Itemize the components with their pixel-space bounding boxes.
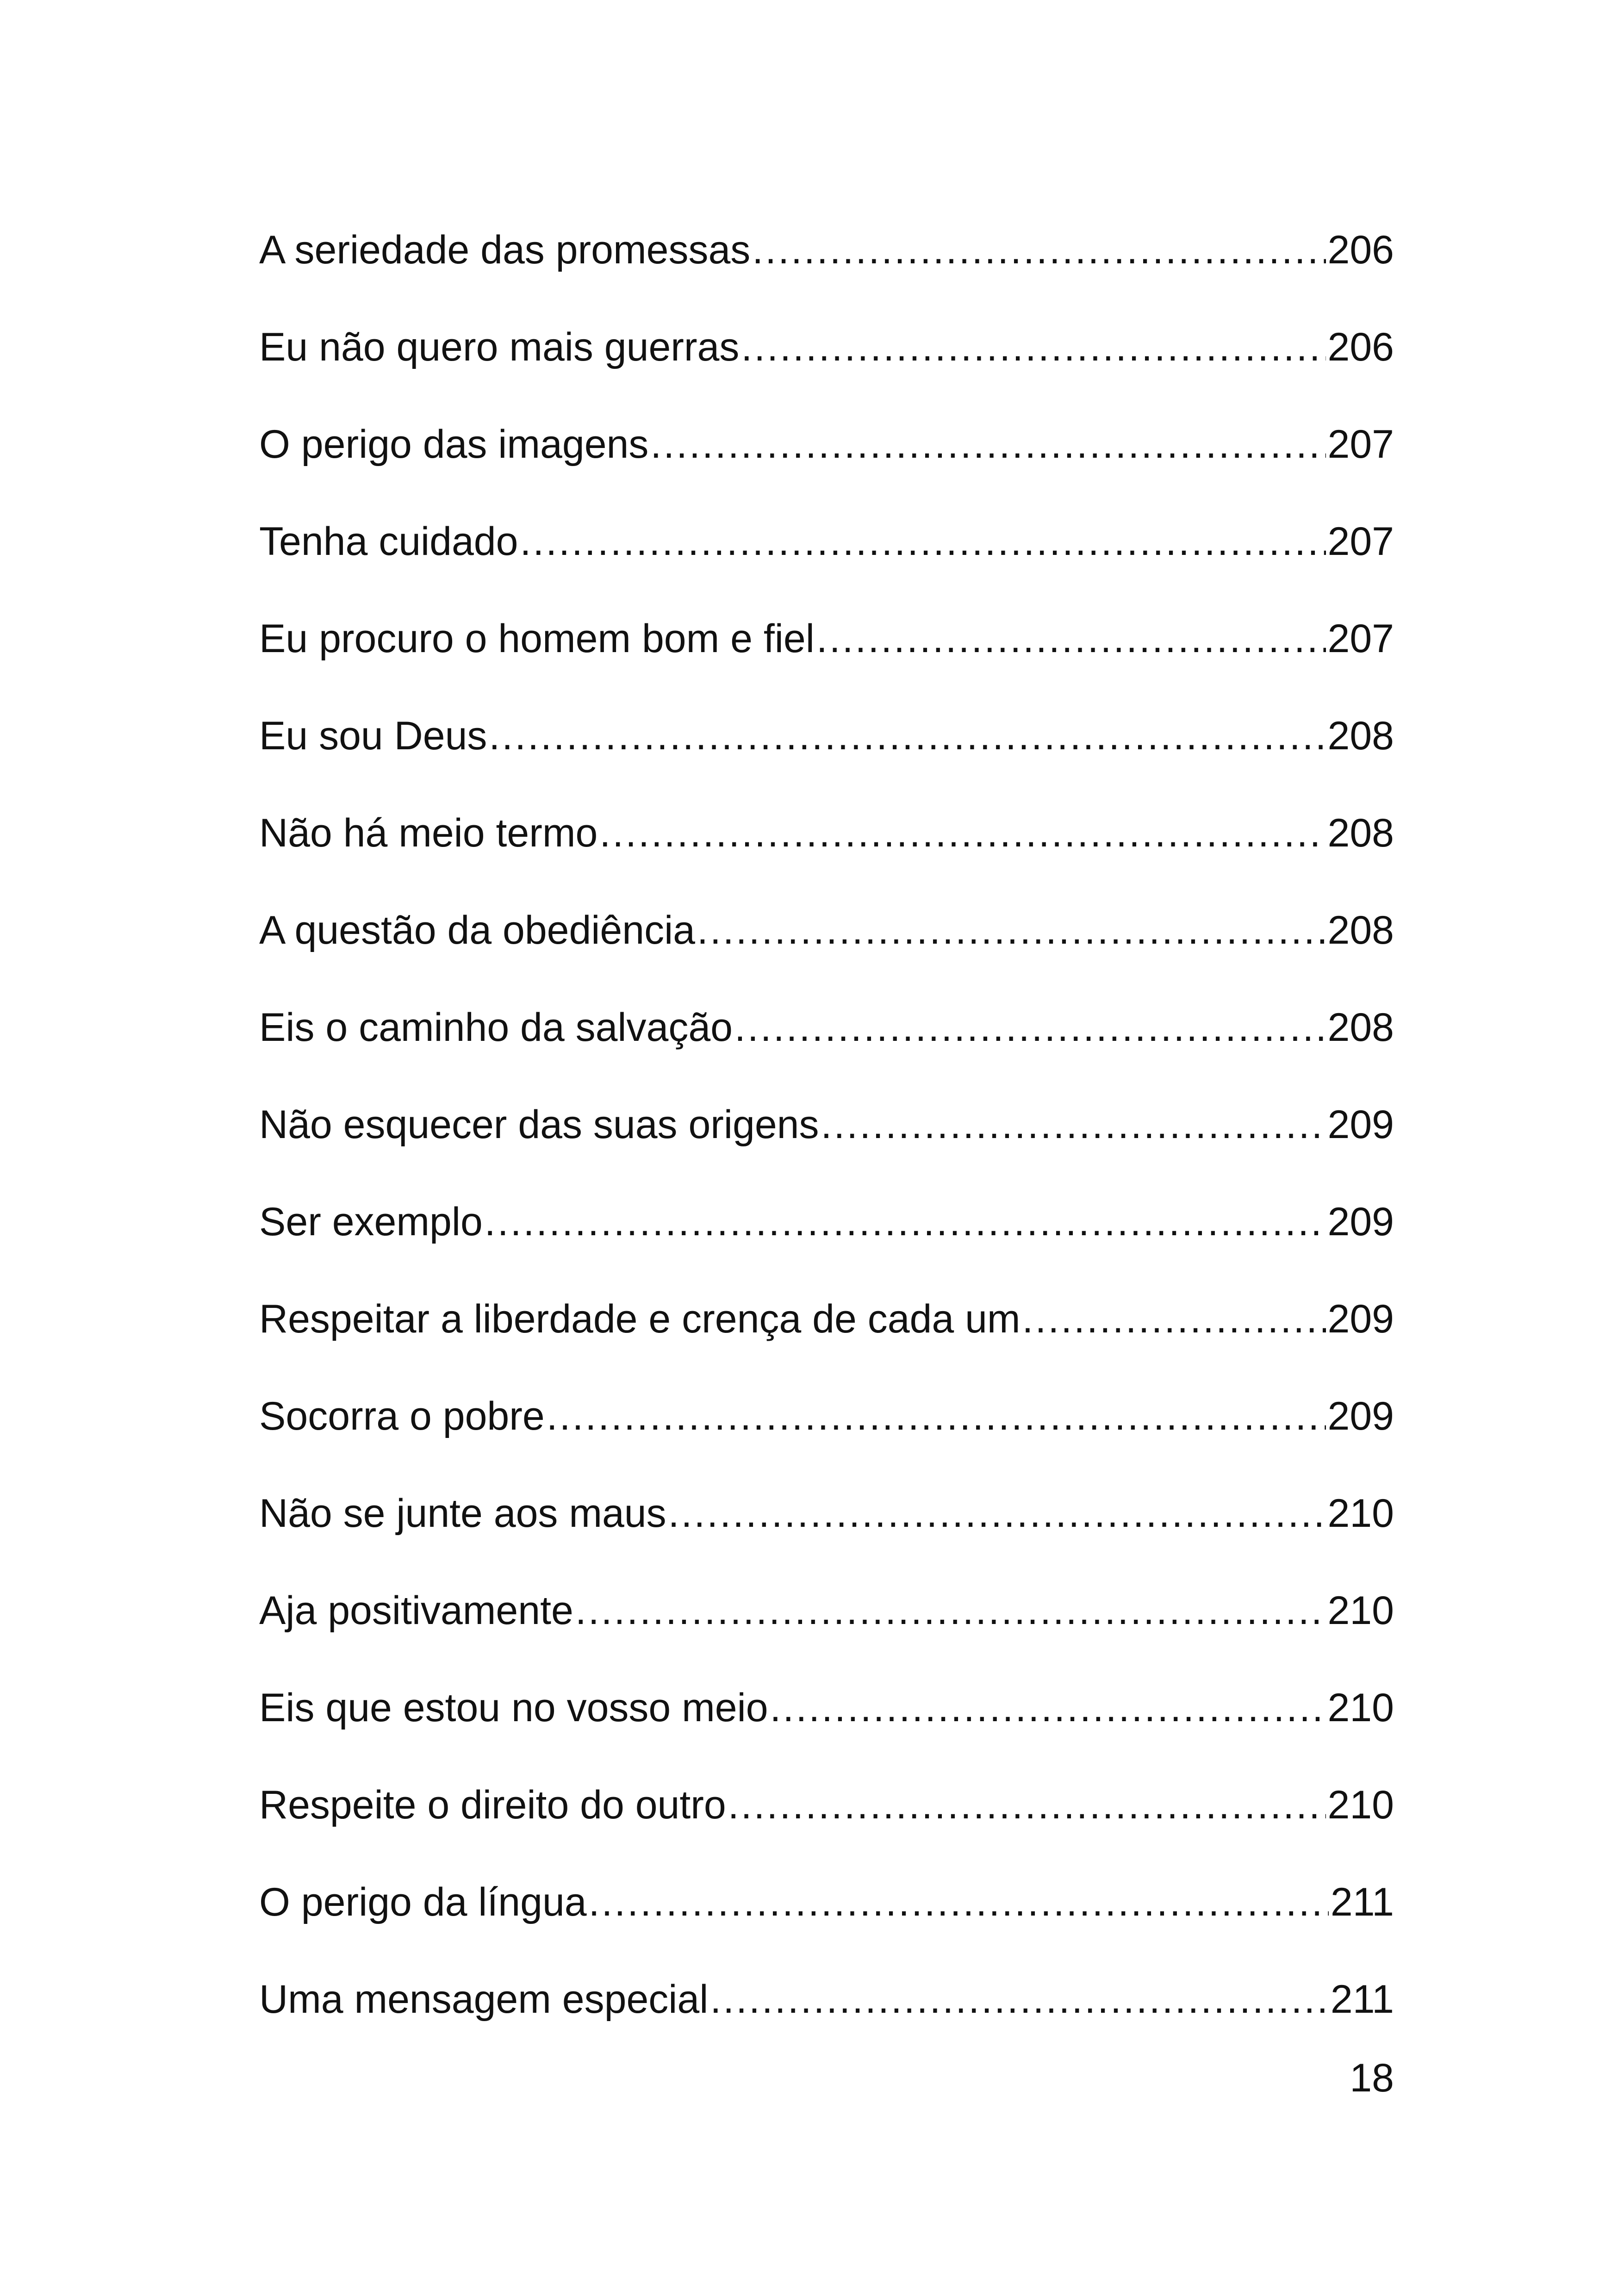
toc-dot-leader <box>770 1685 1326 1731</box>
toc-entry-title: Respeite o direito do outro <box>259 1783 726 1827</box>
toc-entry-title: Uma mensagem especial <box>259 1977 709 2022</box>
toc-entry[interactable] <box>259 509 1394 565</box>
toc-entry[interactable] <box>259 1189 1394 1245</box>
toc-dot-leader <box>816 616 1326 662</box>
toc-dot-leader <box>734 1004 1326 1051</box>
toc-entry-title: Eis o caminho da salvação <box>259 1005 733 1050</box>
toc-entry-page: 208 <box>1327 908 1394 952</box>
page-number: 18 <box>1350 2056 1394 2100</box>
toc-entry-page: 208 <box>1327 714 1394 758</box>
toc-entry-title: Eis que estou no vosso meio <box>259 1686 768 1730</box>
toc-entry-page: 207 <box>1327 519 1394 564</box>
toc-entry[interactable] <box>259 1675 1394 1731</box>
toc-dot-leader <box>547 1393 1326 1439</box>
toc-dot-leader <box>741 324 1326 370</box>
toc-entry-title: A questão da obediência <box>259 908 696 952</box>
toc-entry[interactable] <box>259 218 1394 273</box>
toc-entry-title: Respeitar a liberdade e crença de cada um <box>259 1297 1021 1341</box>
toc-entry[interactable] <box>259 412 1394 467</box>
toc-entry-page: 209 <box>1327 1394 1394 1438</box>
toc-entry-page: 211 <box>1330 1977 1394 2022</box>
toc-dot-leader <box>728 1782 1326 1828</box>
toc-entry-page: 209 <box>1327 1102 1394 1147</box>
toc-dot-leader <box>710 1976 1329 2022</box>
toc-entry-title: O perigo da língua <box>259 1880 587 1924</box>
toc-entry-title: Eu sou Deus <box>259 714 487 758</box>
toc-entry[interactable] <box>259 1287 1394 1342</box>
toc-entry-title: Não se junte aos maus <box>259 1491 666 1536</box>
toc-entry[interactable] <box>259 1870 1394 1925</box>
toc-entry[interactable] <box>259 1384 1394 1439</box>
toc-dot-leader <box>575 1587 1326 1634</box>
toc-entry-page: 210 <box>1327 1491 1394 1536</box>
toc-dot-leader <box>489 713 1326 759</box>
toc-dot-leader <box>485 1199 1326 1245</box>
toc-entry-page: 210 <box>1327 1686 1394 1730</box>
toc-entry-title: Socorra o pobre <box>259 1394 545 1438</box>
toc-entry[interactable] <box>259 1481 1394 1537</box>
toc-entry-page: 210 <box>1327 1588 1394 1633</box>
toc-entry[interactable] <box>259 606 1394 662</box>
toc-entry-title: Não esquecer das suas origens <box>259 1102 819 1147</box>
toc-entry-page: 209 <box>1327 1297 1394 1341</box>
toc-entry-title: Eu procuro o homem bom e fiel <box>259 616 815 661</box>
toc-entry[interactable] <box>259 315 1394 370</box>
toc-entry-page: 206 <box>1327 228 1394 272</box>
toc-entry-page: 207 <box>1327 422 1394 467</box>
toc-entry[interactable] <box>259 703 1394 759</box>
toc-dot-leader <box>821 1101 1326 1148</box>
toc-entry[interactable] <box>259 801 1394 856</box>
toc-entry-page: 208 <box>1327 1005 1394 1050</box>
toc-entry-title: O perigo das imagens <box>259 422 649 467</box>
toc-entry-page: 211 <box>1330 1880 1394 1924</box>
toc-entry-page: 207 <box>1327 616 1394 661</box>
toc-entry-title: Eu não quero mais guerras <box>259 325 740 369</box>
toc-entry-page: 208 <box>1327 811 1394 855</box>
toc-entry-page: 209 <box>1327 1200 1394 1244</box>
toc-entry-title: Aja positivamente <box>259 1588 573 1633</box>
toc-dot-leader <box>752 227 1326 273</box>
toc-entry-title: Não há meio termo <box>259 811 598 855</box>
toc-entry-page: 206 <box>1327 325 1394 369</box>
toc-entry-title: Ser exemplo <box>259 1200 483 1244</box>
toc-entry[interactable] <box>259 1773 1394 1828</box>
toc-dot-leader <box>697 907 1326 953</box>
toc-dot-leader <box>650 421 1326 467</box>
toc-dot-leader <box>520 518 1326 565</box>
toc-entry-page: 210 <box>1327 1783 1394 1827</box>
toc-entry-title: Tenha cuidado <box>259 519 518 564</box>
toc-entry[interactable] <box>259 1967 1394 2022</box>
toc-entry[interactable] <box>259 898 1394 953</box>
toc-dot-leader <box>589 1879 1329 1925</box>
toc-entry[interactable] <box>259 1092 1394 1148</box>
toc-dot-leader <box>1022 1296 1326 1342</box>
toc-entry[interactable] <box>259 1578 1394 1634</box>
toc-entry-title: A seriedade das promessas <box>259 228 751 272</box>
toc-entry[interactable] <box>259 995 1394 1051</box>
toc-dot-leader <box>668 1490 1326 1537</box>
toc-dot-leader <box>599 810 1326 856</box>
